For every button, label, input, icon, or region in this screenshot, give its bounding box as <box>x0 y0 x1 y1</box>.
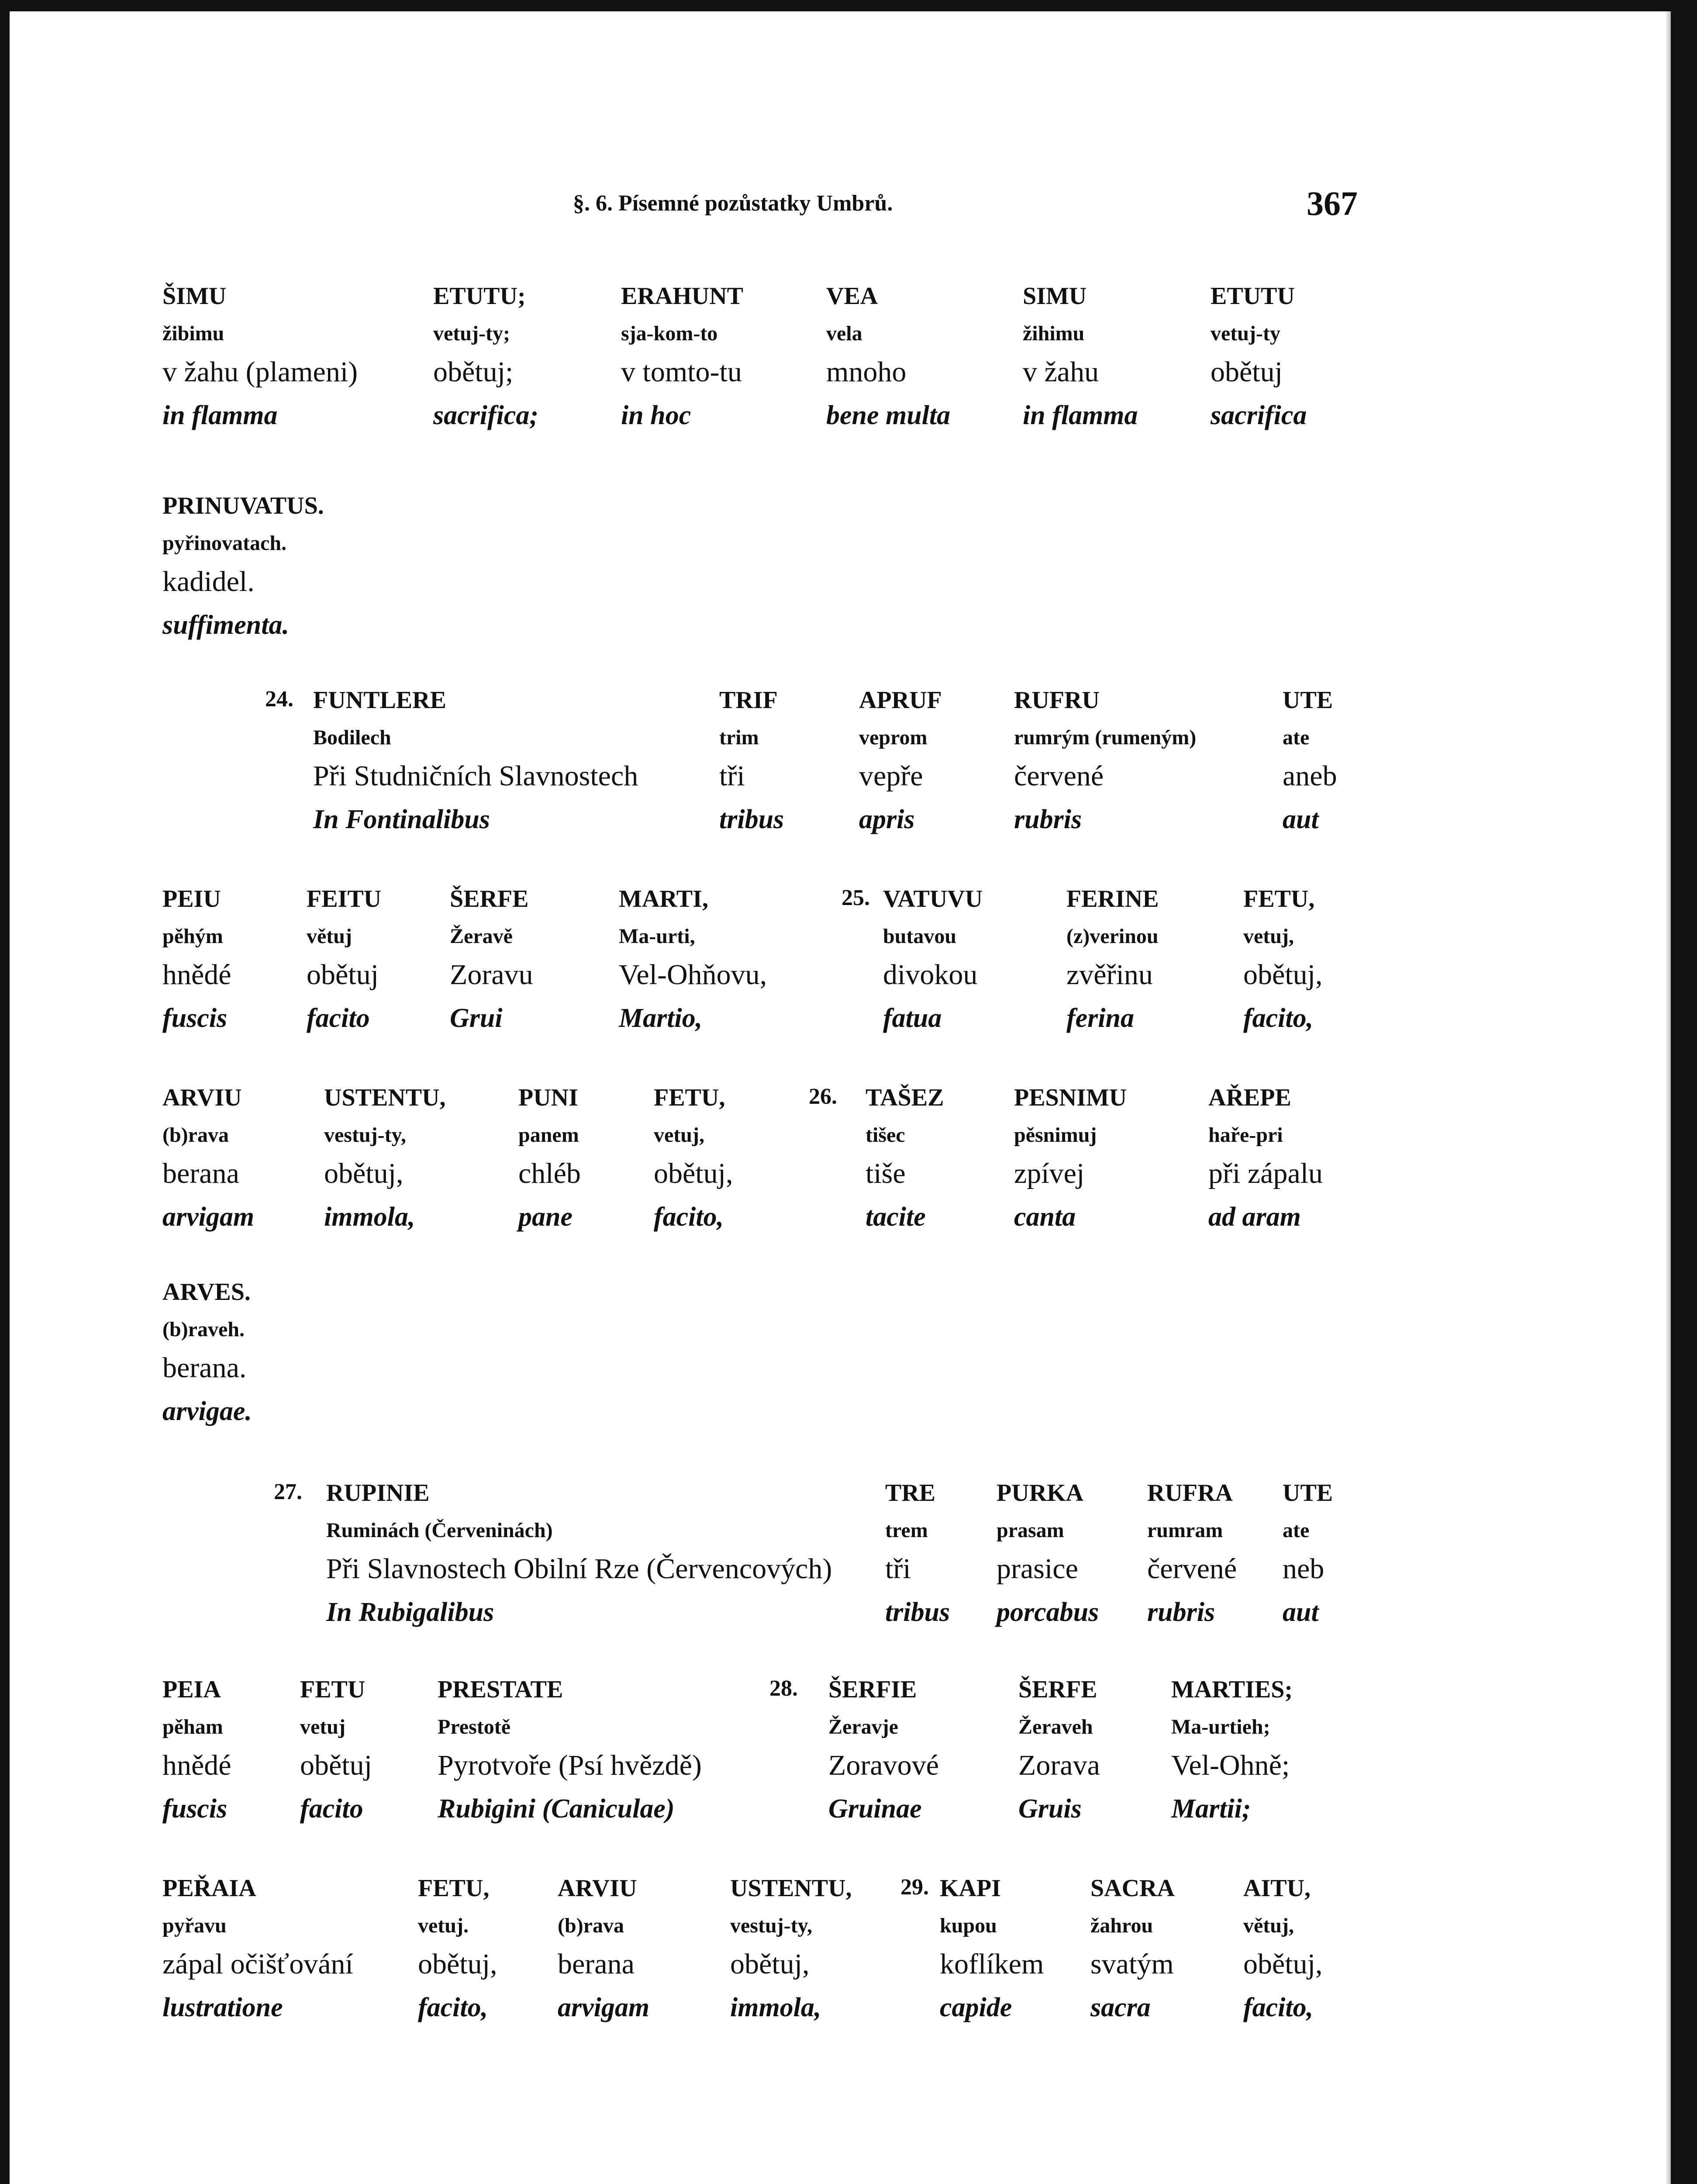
czech-translation: tiše <box>866 1158 906 1189</box>
latin-translation: sacrifica <box>1211 401 1307 430</box>
umbrian-word: ŠERFE <box>1018 1676 1097 1703</box>
czech-translation: kadidel. <box>162 566 255 598</box>
umbrian-word: TAŠEZ <box>866 1084 944 1111</box>
transliteration: ate <box>1283 726 1310 749</box>
umbrian-word: PEIA <box>162 1676 221 1703</box>
latin-translation: In Rubigalibus <box>326 1597 494 1627</box>
transliteration: Ma-urtieh; <box>1171 1715 1270 1738</box>
latin-translation: Martii; <box>1171 1794 1251 1824</box>
umbrian-word: KAPI <box>940 1875 1001 1902</box>
latin-translation: facito, <box>418 1993 488 2022</box>
czech-translation: červené <box>1147 1553 1237 1585</box>
latin-translation: In Fontinalibus <box>313 805 490 834</box>
verse-number: 29. <box>900 1875 929 1900</box>
czech-translation: v tomto-tu <box>621 356 742 388</box>
czech-translation: berana <box>162 1158 239 1189</box>
transliteration: rumrým (rumeným) <box>1014 726 1197 749</box>
czech-translation: v žahu <box>1023 356 1099 388</box>
latin-translation: Martio, <box>619 1003 703 1033</box>
transliteration: vestuj-ty, <box>730 1914 812 1937</box>
czech-translation: obětuj, <box>1243 959 1323 991</box>
umbrian-word: ARVIU <box>162 1084 242 1111</box>
czech-translation: červené <box>1014 760 1104 792</box>
umbrian-word: USTENTU, <box>324 1084 446 1111</box>
latin-translation: fatua <box>883 1003 942 1033</box>
umbrian-word: FETU, <box>418 1875 490 1902</box>
transliteration: vetuj-ty <box>1211 322 1280 345</box>
latin-translation: in flamma <box>162 401 278 430</box>
czech-translation: obětuj <box>307 959 379 991</box>
latin-translation: canta <box>1014 1202 1076 1232</box>
transliteration: vetuj <box>300 1715 345 1738</box>
czech-translation: Při Studničních Slavnostech <box>313 760 638 792</box>
page-edge-shadow <box>1665 11 1671 2184</box>
umbrian-word: TRIF <box>719 687 778 714</box>
czech-translation: obětuj; <box>433 356 514 388</box>
transliteration: vetuj. <box>418 1914 469 1937</box>
transliteration: Žeravě <box>450 925 513 948</box>
umbrian-word: ŠERFIE <box>828 1676 917 1703</box>
umbrian-word: ARVES. <box>162 1279 251 1306</box>
verse-number: 25. <box>842 885 870 910</box>
umbrian-word: ETUTU <box>1211 283 1295 310</box>
transliteration: vestuj-ty, <box>324 1123 406 1147</box>
umbrian-word: UTE <box>1283 1479 1333 1507</box>
latin-translation: arvigae. <box>162 1396 252 1426</box>
transliteration: větuj, <box>1243 1914 1294 1937</box>
czech-translation: hnědé <box>162 1749 231 1781</box>
czech-translation: berana. <box>162 1352 247 1384</box>
page-number: 367 <box>1307 184 1358 222</box>
latin-translation: arvigam <box>558 1993 650 2022</box>
latin-translation: ferina <box>1066 1003 1134 1033</box>
umbrian-word: VEA <box>826 283 878 310</box>
latin-translation: porcabus <box>997 1597 1099 1627</box>
umbrian-word: PEŘAIA <box>162 1875 256 1902</box>
latin-translation: facito <box>307 1003 370 1033</box>
czech-translation: neb <box>1283 1553 1324 1585</box>
latin-translation: Gruinae <box>828 1794 922 1824</box>
latin-translation: facito, <box>654 1202 724 1232</box>
czech-translation: Vel-Ohně; <box>1171 1749 1290 1781</box>
latin-translation: suffimenta. <box>162 610 289 640</box>
czech-translation: hnědé <box>162 959 231 991</box>
latin-translation: aut <box>1283 805 1319 834</box>
czech-translation: aneb <box>1283 760 1337 792</box>
umbrian-word: FUNTLERE <box>313 687 446 714</box>
czech-translation: zápal očišťování <box>162 1948 353 1980</box>
czech-translation: zpívej <box>1014 1158 1085 1189</box>
umbrian-word: MARTIES; <box>1171 1676 1293 1703</box>
transliteration: vetuj-ty; <box>433 322 510 345</box>
umbrian-word: ERAHUNT <box>621 283 744 310</box>
umbrian-word: UTE <box>1283 687 1333 714</box>
latin-translation: tacite <box>866 1202 926 1232</box>
transliteration: haře-pri <box>1208 1123 1283 1147</box>
umbrian-word: RUFRU <box>1014 687 1100 714</box>
transliteration: tišec <box>866 1123 905 1147</box>
czech-translation: Pyrotvoře (Psí hvězdě) <box>438 1749 702 1781</box>
transliteration: kupou <box>940 1914 997 1937</box>
latin-translation: Grui <box>450 1003 503 1033</box>
transliteration: prasam <box>997 1519 1064 1542</box>
verse-number: 28. <box>769 1676 798 1701</box>
latin-translation: lustratione <box>162 1993 283 2022</box>
latin-translation: rubris <box>1147 1597 1215 1627</box>
latin-translation: facito, <box>1243 1993 1314 2022</box>
transliteration: vetuj, <box>1243 925 1294 948</box>
umbrian-word: PRESTATE <box>438 1676 563 1703</box>
czech-translation: berana <box>558 1948 635 1980</box>
transliteration: (b)rava <box>558 1914 624 1937</box>
latin-translation: immola, <box>324 1202 415 1232</box>
czech-translation: obětuj, <box>654 1158 733 1189</box>
umbrian-word: FERINE <box>1066 885 1159 912</box>
czech-translation: divokou <box>883 959 978 991</box>
transliteration: Žeravje <box>828 1715 898 1738</box>
czech-translation: zvěřinu <box>1066 959 1153 991</box>
latin-translation: in hoc <box>621 401 691 430</box>
transliteration: panem <box>518 1123 579 1147</box>
latin-translation: sacra <box>1090 1993 1151 2022</box>
latin-translation: bene multa <box>826 401 951 430</box>
latin-translation: in flamma <box>1023 401 1138 430</box>
umbrian-word: FETU, <box>654 1084 725 1111</box>
czech-translation: tři <box>719 760 745 792</box>
transliteration: Bodilech <box>313 726 391 749</box>
umbrian-word: TRE <box>885 1479 936 1507</box>
umbrian-word: RUPINIE <box>326 1479 430 1507</box>
transliteration: větuj <box>307 925 352 948</box>
latin-translation: aut <box>1283 1597 1319 1627</box>
czech-translation: obětuj, <box>324 1158 404 1189</box>
transliteration: ate <box>1283 1519 1310 1542</box>
latin-translation: fuscis <box>162 1794 228 1824</box>
czech-translation: prasice <box>997 1553 1078 1585</box>
czech-translation: chléb <box>518 1158 581 1189</box>
running-head: §. 6. Písemné pozůstatky Umbrů. <box>573 191 893 216</box>
czech-translation: obětuj, <box>418 1948 497 1980</box>
latin-translation: immola, <box>730 1993 821 2022</box>
verse-number: 24. <box>265 687 293 712</box>
latin-translation: facito <box>300 1794 363 1824</box>
umbrian-word: SACRA <box>1090 1875 1175 1902</box>
transliteration: sja-kom-to <box>621 322 718 345</box>
umbrian-word: ARVIU <box>558 1875 637 1902</box>
transliteration: Prestotě <box>438 1715 511 1738</box>
transliteration: trem <box>885 1519 928 1542</box>
umbrian-word: MARTI, <box>619 885 708 912</box>
umbrian-word: FETU, <box>1243 885 1315 912</box>
transliteration: Ruminách (Červeninách) <box>326 1519 553 1542</box>
transliteration: vetuj, <box>654 1123 704 1147</box>
umbrian-word: PESNIMU <box>1014 1084 1127 1111</box>
umbrian-word: FETU <box>300 1676 366 1703</box>
latin-translation: apris <box>859 805 915 834</box>
verse-number: 27. <box>274 1479 302 1504</box>
umbrian-word: PURKA <box>997 1479 1084 1507</box>
umbrian-word: ETUTU; <box>433 283 526 310</box>
czech-translation: obětuj, <box>1243 1948 1323 1980</box>
latin-translation: capide <box>940 1993 1012 2022</box>
czech-translation: Zoravu <box>450 959 533 991</box>
transliteration: žibimu <box>162 322 224 345</box>
transliteration: žihimu <box>1023 322 1085 345</box>
transliteration: pěhým <box>162 925 223 948</box>
czech-translation: Zoravové <box>828 1749 939 1781</box>
transliteration: Ma-urti, <box>619 925 695 948</box>
latin-translation: tribus <box>719 805 784 834</box>
latin-translation: arvigam <box>162 1202 255 1232</box>
latin-translation: rubris <box>1014 805 1082 834</box>
latin-translation: sacrifica; <box>433 401 539 430</box>
transliteration: (z)verinou <box>1066 925 1159 948</box>
latin-translation: tribus <box>885 1597 950 1627</box>
transliteration: pěsnimuj <box>1014 1123 1097 1147</box>
transliteration: butavou <box>883 925 957 948</box>
czech-translation: obětuj, <box>730 1948 810 1980</box>
verse-number: 26. <box>809 1084 837 1109</box>
umbrian-word: FEITU <box>307 885 382 912</box>
czech-translation: Při Slavnostech Obilní Rze (Červencových) <box>326 1553 832 1585</box>
transliteration: (b)rava <box>162 1123 229 1147</box>
umbrian-word: SIMU <box>1023 283 1087 310</box>
umbrian-word: ŠERFE <box>450 885 529 912</box>
umbrian-word: PRINUVATUS. <box>162 492 324 519</box>
latin-translation: pane <box>518 1202 573 1232</box>
czech-translation: při zápalu <box>1208 1158 1323 1189</box>
latin-translation: fuscis <box>162 1003 228 1033</box>
umbrian-word: USTENTU, <box>730 1875 852 1902</box>
czech-translation: v žahu (plameni) <box>162 356 358 388</box>
transliteration: (b)raveh. <box>162 1318 245 1341</box>
latin-translation: ad aram <box>1208 1202 1301 1232</box>
umbrian-word: PEIU <box>162 885 221 912</box>
transliteration: rumram <box>1147 1519 1223 1542</box>
czech-translation: Zorava <box>1018 1749 1100 1781</box>
czech-translation: svatým <box>1090 1948 1174 1980</box>
transliteration: vela <box>826 322 862 345</box>
czech-translation: obětuj <box>1211 356 1283 388</box>
transliteration: pyřavu <box>162 1914 227 1937</box>
czech-translation: koflíkem <box>940 1948 1044 1980</box>
latin-translation: Gruis <box>1018 1794 1082 1824</box>
transliteration: pyřinovatach. <box>162 532 287 555</box>
umbrian-word: PUNI <box>518 1084 578 1111</box>
czech-translation: Vel-Ohňovu, <box>619 959 767 991</box>
umbrian-word: APRUF <box>859 687 942 714</box>
latin-translation: Rubigini (Caniculae) <box>438 1794 675 1824</box>
czech-translation: obětuj <box>300 1749 372 1781</box>
czech-translation: vepře <box>859 760 923 792</box>
umbrian-word: RUFRA <box>1147 1479 1233 1507</box>
transliteration: trim <box>719 726 759 749</box>
czech-translation: mnoho <box>826 356 907 388</box>
transliteration: žahrou <box>1090 1914 1153 1937</box>
latin-translation: facito, <box>1243 1003 1314 1033</box>
czech-translation: tři <box>885 1553 911 1585</box>
umbrian-word: AITU, <box>1243 1875 1311 1902</box>
page <box>10 11 1671 2184</box>
transliteration: pěham <box>162 1715 223 1738</box>
umbrian-word: ŠIMU <box>162 283 227 310</box>
umbrian-word: AŘEPE <box>1208 1084 1291 1111</box>
transliteration: Žeraveh <box>1018 1715 1093 1738</box>
transliteration: veprom <box>859 726 928 749</box>
umbrian-word: VATUVU <box>883 885 983 912</box>
